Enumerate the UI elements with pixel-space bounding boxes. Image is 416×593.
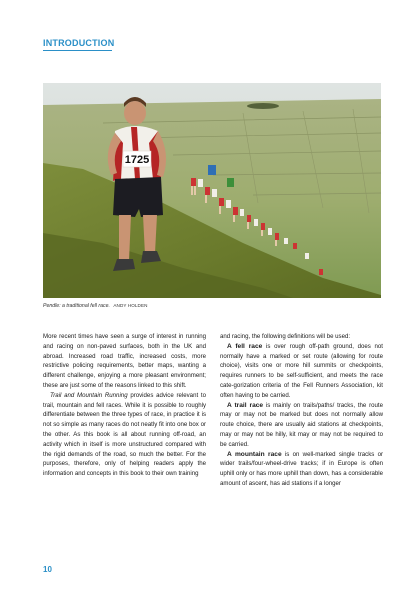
paragraph-text: provides advice relevant to trail, mountain and fell races. While it is possible to roughly differentiate between the three types of race, in practice it is not so simple as many races do not neatly fit into one box or the other. As this book is all about running off-road, an activity which in itself is more unstructured compared with the rigid demands of the road, so much the better. For the purposes, therefore, only of helping readers apply the information and concepts in this book to their own training bbox=[43, 391, 206, 478]
paragraph: More recent times have seen a surge of interest in running and racing on non-paved surfaces, both in the UK and abroad. Increased road traffic, increased costs, more restrictive policing requirements, better maps, wanting a different challenge, enjoying a more pleasant environment; these are just some of the reasons linked to this shift. bbox=[43, 333, 206, 389]
definition-term: A fell race bbox=[227, 342, 263, 350]
caption-credit: ANDY HOLDEN bbox=[113, 303, 148, 308]
page-number: 10 bbox=[43, 565, 52, 574]
definition-term: A trail race bbox=[227, 401, 264, 409]
definition-trail-race bbox=[220, 401, 383, 450]
definition-mountain-race bbox=[220, 450, 383, 489]
photo-caption bbox=[43, 303, 381, 309]
text-column-left bbox=[43, 332, 206, 479]
definition-text: is mainly on trails/paths/ tracks, the route may or may not be marked but does not normally allow route choice, there are usually aid stations at checkpoints, may or may not be hilly, kit may or may not be required to be carried. bbox=[220, 401, 383, 448]
definition-term: A mountain race bbox=[227, 450, 282, 458]
race-photo bbox=[43, 83, 381, 298]
text-column-right bbox=[220, 332, 383, 489]
paragraph bbox=[43, 391, 206, 479]
definition-text: is over rough off-path ground, does not normally have a marked or set route (allowing for route choice), visits one or more hill summits or checkpoints, requires runners to be self-sufficient, and meets the race cate-gorization criteria of the Fell Runners Association, kit often having to be carried. bbox=[220, 342, 383, 399]
definition-fell-race bbox=[220, 342, 383, 401]
section-title: INTRODUCTION bbox=[43, 38, 115, 48]
book-title-italic: Trail and Mountain Running bbox=[50, 391, 128, 399]
caption-text: Pendle: a traditional fell race. bbox=[43, 303, 110, 309]
section-title-underline bbox=[43, 50, 112, 51]
definition-text: is on well-marked single tracks or wider trails/four-wheel-drive tracks; if in Europe is often uphill only or has more uphill than down, has a considerable amount of ascent, has aid stations if a longer bbox=[220, 450, 383, 487]
paragraph: and racing, the following definitions will be used: bbox=[220, 333, 351, 340]
runner-bib-number: 1725 bbox=[124, 154, 150, 166]
